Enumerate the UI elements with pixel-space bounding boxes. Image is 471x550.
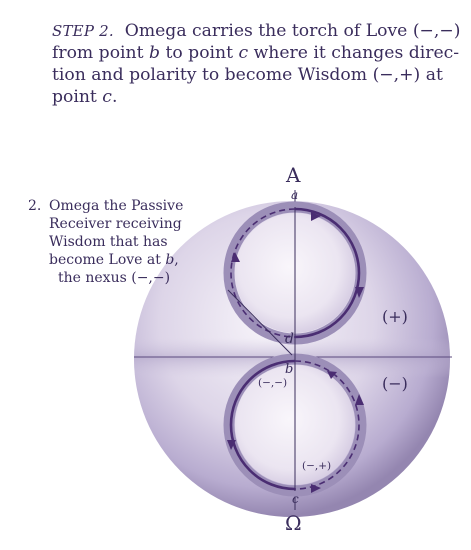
callout-comma: ,: [174, 252, 179, 268]
callout-point-b: b: [165, 252, 175, 268]
callout-number: 2.: [28, 198, 42, 214]
callout-nexus: the nexus (−,−): [58, 270, 171, 286]
step-line-2-text-c: where it changes direc-: [253, 43, 460, 63]
omega-symbol: Ω: [285, 511, 302, 535]
point-c-label: c: [292, 492, 299, 506]
step-line-4-end: .: [111, 87, 118, 107]
callout-line-4-text: become Love at: [49, 252, 161, 268]
point-b-label: b: [285, 362, 294, 377]
upper-polarity-label: (+): [382, 307, 408, 326]
wisdom-polarity: (−,+): [372, 65, 421, 85]
point-b-ref: b: [148, 43, 160, 63]
point-a-label: a: [291, 188, 299, 202]
step-line-2-text-b: to point: [165, 43, 234, 63]
callout-line-1: Omega the Passive: [49, 198, 184, 214]
callout-line-4: [49, 252, 179, 268]
inner-label-upper: (−,−): [258, 377, 288, 389]
callout-line-3: Wisdom that has: [49, 234, 168, 250]
lower-polarity-label: (−): [382, 374, 408, 393]
step-line-3-text-a: tion and polarity to become Wisdom: [52, 65, 368, 85]
love-polarity: (−,−): [412, 21, 461, 41]
step-label: STEP 2.: [52, 22, 114, 40]
step-line-3-text-b: at: [425, 65, 443, 85]
point-c-ref-2: c: [102, 87, 112, 107]
step-line-4-text: point: [52, 87, 97, 107]
alpha-symbol: A: [286, 163, 301, 187]
callout-line-2: Receiver receiving: [49, 216, 182, 232]
step-line-1-text: Omega carries the torch of Love: [124, 21, 408, 41]
point-d-label: d: [285, 331, 294, 347]
step-line-2-text-a: from point: [52, 43, 144, 63]
point-c-ref: c: [238, 43, 249, 63]
inner-label-lower: (−,+): [302, 460, 332, 472]
